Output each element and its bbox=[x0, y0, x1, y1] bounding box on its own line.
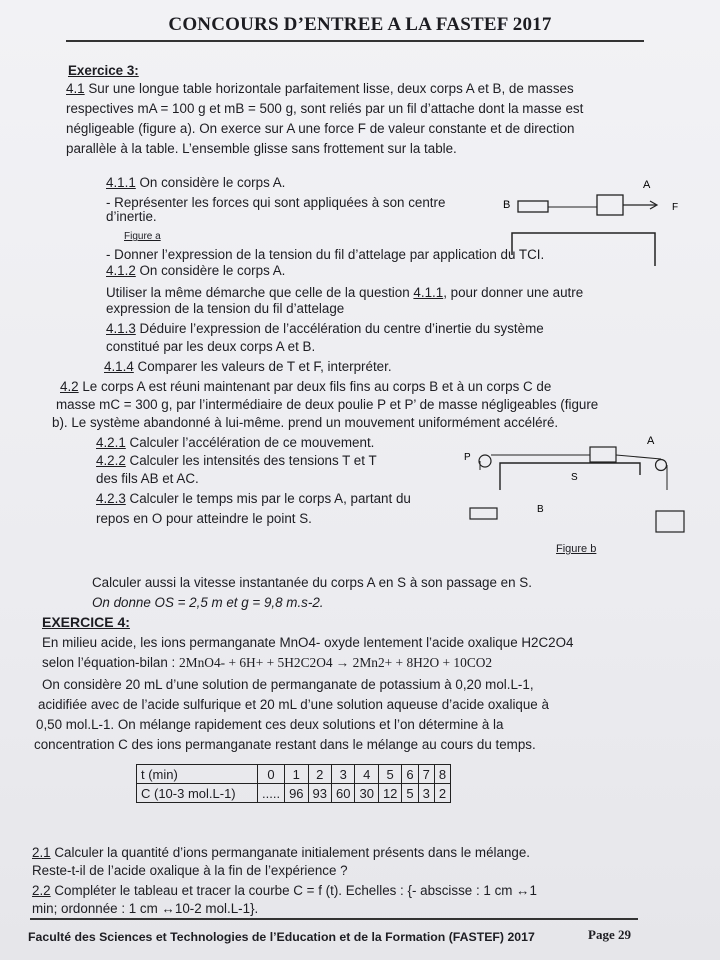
fig-b-label-s: S bbox=[571, 472, 578, 483]
table-cell: 2 bbox=[308, 765, 331, 784]
table-cell: 60 bbox=[332, 784, 355, 803]
figure-b-label: Figure b bbox=[556, 543, 597, 555]
table-cell: 4 bbox=[355, 765, 378, 784]
q42-line-5: On donne OS = 2,5 m et g = 9,8 m.s-2. bbox=[92, 595, 324, 610]
fig-b-pulley-p bbox=[479, 455, 491, 467]
table-cell: 0 bbox=[258, 765, 285, 784]
table-row bbox=[137, 784, 451, 803]
q41-line-4: parallèle à la table. L’ensemble glisse sans frottement sur la table. bbox=[66, 141, 457, 156]
q42-line-1: 4.2 Le corps A est réuni maintenant par deux fils fins au corps B et à un corps C de bbox=[60, 379, 552, 394]
fig-a-label-a: A bbox=[643, 179, 651, 191]
q413-line-1: 4.1.3 Déduire l’expression de l’accélération du centre d’inertie du système bbox=[106, 321, 544, 336]
q42-line-2: masse mC = 300 g, par l’intermédiaire de deux poulie P et P’ de masse négligeables (figure bbox=[56, 397, 599, 412]
row-label-t: t (min) bbox=[137, 765, 258, 784]
fig-b-block-b bbox=[470, 508, 497, 519]
exercise-3-title: Exercice 3: bbox=[68, 63, 139, 78]
ex4-line-4: acidifiée avec de l’acide sulfurique et 20 mL d’une solution aqueuse d’acide oxalique à bbox=[38, 697, 549, 712]
table-cell: 1 bbox=[285, 765, 308, 784]
q22-line-1: 2.2 Compléter le tableau et tracer la courbe C = f (t). Echelles : {- abscisse : 1 cm ↔1 bbox=[32, 883, 537, 898]
ex4-line-6: concentration C des ions permanganate restant dans le mélange au cours du temps. bbox=[34, 737, 536, 752]
ex4-line-2: selon l’équation-bilan : 2MnO4- + 6H+ + 5H2C2O4 → 2Mn2+ + 8H2O + 10CO2 bbox=[42, 655, 493, 670]
page-title: CONCOURS D’ENTREE A LA FASTEF 2017 bbox=[168, 14, 552, 35]
q423-line-2: repos en O pour atteindre le point S. bbox=[96, 511, 312, 526]
fig-a-block-a bbox=[597, 195, 623, 215]
table-cell: 3 bbox=[332, 765, 355, 784]
table-cell: 8 bbox=[434, 765, 450, 784]
fig-b-label-p: P bbox=[464, 452, 471, 463]
q411-line-3: d’inertie. bbox=[106, 209, 157, 224]
q412-line-3: expression de la tension du fil d’attelage bbox=[106, 301, 345, 316]
fig-b-pulley-p-prime bbox=[656, 460, 667, 471]
figure-b-diagram bbox=[460, 430, 700, 540]
fig-b-block-a bbox=[590, 447, 616, 462]
figure-a-diagram bbox=[500, 170, 700, 270]
ex4-line-1: En milieu acide, les ions permanganate MnO4- oxyde lentement l’acide oxalique H2C2O4 bbox=[42, 635, 574, 650]
page-number: Page 29 bbox=[588, 927, 631, 942]
fig-b-label-b: B bbox=[537, 504, 544, 515]
q41-line-2: respectives mA = 100 g et mB = 500 g, sont reliés par un fil d’attache dont la masse est bbox=[66, 101, 584, 116]
fig-a-block-b bbox=[518, 201, 548, 212]
fig-b-string-ac bbox=[616, 455, 661, 459]
q411-line-2: - Représenter les forces qui sont appliquées à son centre bbox=[106, 195, 446, 210]
q411-line-4: - Donner l’expression de la tension du fil d’attelage par application du TCI. bbox=[106, 247, 545, 262]
fig-a-table bbox=[512, 233, 655, 266]
q422-line-2: des fils AB et AC. bbox=[96, 471, 199, 486]
table-row bbox=[137, 765, 451, 784]
row-label-c: C (10-3 mol.L-1) bbox=[137, 784, 258, 803]
table-cell: 5 bbox=[378, 765, 401, 784]
table-cell: 96 bbox=[285, 784, 308, 803]
table-cell: 2 bbox=[434, 784, 450, 803]
q22-line-2: min; ordonnée : 1 cm ↔10-2 mol.L-1}. bbox=[32, 901, 259, 916]
q42-line-3: b). Le système abandonné à lui-même. prend un mouvement uniformément accéléré. bbox=[52, 415, 559, 430]
exercise-4-title: EXERCICE 4: bbox=[42, 614, 130, 630]
fig-a-label-f: F bbox=[672, 202, 679, 213]
q423-line-1: 4.2.3 Calculer le temps mis par le corps A, partant du bbox=[96, 491, 411, 506]
table-cell: 5 bbox=[402, 784, 418, 803]
header-rule bbox=[66, 40, 644, 42]
footer-text: Faculté des Sciences et Technologies de l’Education et de la Formation (FASTEF) 2017 bbox=[28, 930, 535, 944]
footer-rule bbox=[30, 918, 638, 920]
q414-line-1: 4.1.4 Comparer les valeurs de T et F, interpréter. bbox=[104, 359, 392, 374]
table-cell: 3 bbox=[418, 784, 434, 803]
table-cell: 12 bbox=[378, 784, 401, 803]
table-cell: 6 bbox=[402, 765, 418, 784]
ex4-line-3: On considère 20 mL d’une solution de permanganate de potassium à 0,20 mol.L-1, bbox=[42, 677, 534, 692]
table-cell: 30 bbox=[355, 784, 378, 803]
q413-line-2: constitué par les deux corps A et B. bbox=[106, 339, 316, 354]
fig-b-label-a: A bbox=[647, 435, 655, 447]
fig-b-block-c bbox=[656, 511, 684, 532]
figure-a-label: Figure a bbox=[124, 231, 161, 242]
q421-line-1: 4.2.1 Calculer l’accélération de ce mouvement. bbox=[96, 435, 375, 450]
q422-line-1: 4.2.2 Calculer les intensités des tensions T et T bbox=[96, 453, 377, 468]
table-cell: 7 bbox=[418, 765, 434, 784]
q42-line-4: Calculer aussi la vitesse instantanée du corps A en S à son passage en S. bbox=[92, 575, 532, 590]
ex4-line-5: 0,50 mol.L-1. On mélange rapidement ces deux solutions et l’on détermine à la bbox=[36, 717, 504, 732]
q411-line-1: 4.1.1 On considère le corps A. bbox=[106, 175, 286, 190]
q41-line-1: 4.1 Sur une longue table horizontale parfaitement lisse, deux corps A et B, de masses bbox=[66, 81, 574, 96]
q412-line-2: Utiliser la même démarche que celle de la question 4.1.1, pour donner une autre bbox=[106, 285, 584, 300]
table-cell: ..... bbox=[258, 784, 285, 803]
q412-line-1: 4.1.2 On considère le corps A. bbox=[106, 263, 286, 278]
q41-line-3: négligeable (figure a). On exerce sur A une force F de valeur constante et de direction bbox=[66, 121, 575, 136]
fig-a-label-b: B bbox=[503, 199, 511, 211]
fig-b-table bbox=[500, 463, 640, 490]
concentration-table bbox=[136, 764, 451, 803]
q21-line-2: Reste-t-il de l’acide oxalique à la fin de l’expérience ? bbox=[32, 863, 348, 878]
table-cell: 93 bbox=[308, 784, 331, 803]
q21-line-1: 2.1 Calculer la quantité d’ions permanganate initialement présents dans le mélange. bbox=[32, 845, 531, 860]
